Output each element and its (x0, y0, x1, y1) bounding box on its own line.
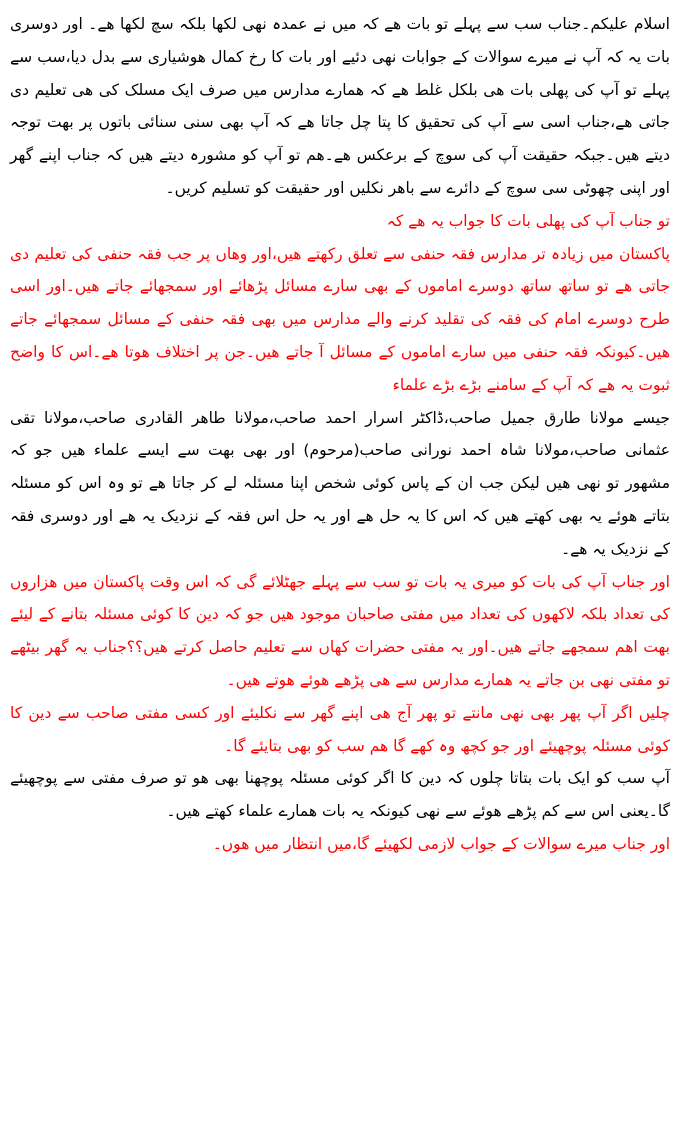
paragraph-greeting: اسلام علیکم۔جناب سب سے پہلے تو بات ھے کہ میں نے عمدہ نھی لکھا بلکہ سچ لکھا ھے۔ اور دوسری بات یہ کہ آپ نے میرے سوالات کے جوابات نھی دئیے اور بات کا رخ کمال ھوشیاری سے بدل دیا،سب سے پہلے تو آپ کی پھلی بات ھی بلکل غلط ھے کہ ھمارے مدارس میں صرف ایک مسلک کی ھی تعلیم دی جاتی ھے،جناب اسی سے آپ کی تحقیق کا پتا چل جاتا ھے کہ آپ بھی سنی سنائی باتوں پر بھت توجہ دیتے ھیں۔جبکہ حقیقت آپ کی سوچ کے برعکس ھے۔ھم تو آپ کو مشورہ دیتے ھیں کہ جناب اپنے گھر اور اپنی چھوٹی سی سوچ کے دائرے سے باھر نکلیں اور حقیقت کو تسلیم کریں۔ (10, 15, 670, 197)
paragraph-answer-intro: تو جناب آپ کی پھلی بات کا جواب یہ ھے کہ (386, 211, 670, 230)
paragraph-advice: آپ سب کو ایک بات بتاتا چلوں کہ دین کا اگر کوئی مسئلہ پوچھنا بھی ھو تو صرف مفتی سے پوچھیئے گا۔یعنی اس سے کم پڑھے ھوئے سے نھی کیونکہ یہ بات ھمارے علماء کھتے ھیں۔ (10, 769, 670, 821)
paragraph-challenge: چلیں اگر آپ پھر بھی نھی مانتے تو پھر آج ھی اپنے گھر سے نکلیئے اور کسی مفتی صاحب سے دین کا کوئی مسئلہ پوچھیئے اور جو کچھ وہ کھے گا ھم سب کو بھی بتایئے گا۔ (10, 703, 670, 755)
paragraph-madaris-explanation: پاکستان میں زیادہ تر مدارس فقہ حنفی سے تعلق رکھتے ھیں،اور وھاں پر جب فقہ حنفی کی تعلیم دی جاتی ھے تو ساتھ ساتھ دوسرے اماموں کے بھی سارے مسائل پڑھائے اور سمجھائے جاتے ھیں۔اور اسی طرح دوسرے امام کی فقہ کی تقلید کرنے والے مدارس میں بھی فقہ حنفی کے مسائل سمجھائے جاتے ھیں۔کیونکہ فقہ حنفی میں سارے اماموں کے مسائل آ جاتے ھیں۔جن پر اختلاف ھوتا ھے۔اس کا واضح ثبوت یہ ھے کہ آپ کے سامنے بڑے بڑے علماء (10, 244, 670, 394)
paragraph-closing: اور جناب میرے سوالات کے جواب لازمی لکھیئے گا،میں انتظار میں ھوں۔ (212, 834, 670, 853)
paragraph-scholars-list: جیسے مولانا طارق جمیل صاحب،ڈاکٹر اسرار احمد صاحب،مولانا طاھر القادری صاحب،مولانا تقی عثمانی صاحب،مولانا شاہ احمد نورانی صاحب(مرحوم) اور بھی بھت سے ایسے علماء ھیں جو کہ مشھور تو نھی ھیں لیکن جب ان کے پاس کوئی شخص اپنا مسئلہ لے کر جاتا ھے تو وہ اس کو مسئلہ بتاتے ھوئے یہ بھی کھتے ھیں کہ اس کا یہ حل ھے اور یہ حل اس فقہ کے نزدیک یہ ھے اور دوسری فقہ کے نزدیک یہ ھے۔ (10, 408, 670, 558)
paragraph-muftis: اور جناب آپ کی بات کو میری یہ بات تو سب سے پہلے جھٹلائے گی کہ اس وقت پاکستان میں ھزاروں کی تعداد بلکہ لاکھوں کی تعداد میں مفتی صاحبان موجود ھیں جو کہ دین کا کوئی مسئلہ بتانے کے لیئے بھت اھم سمجھے جاتے ھیں۔اور یہ مفتی حضرات کھاں سے تعلیم حاصل کرتے ھیں؟؟جناب یہ گھر بیٹھے تو مفتی نھی بن جاتے یہ ھمارے مدارس سے ھی پڑھے ھوئے ھوتے ھیں۔ (10, 572, 670, 689)
